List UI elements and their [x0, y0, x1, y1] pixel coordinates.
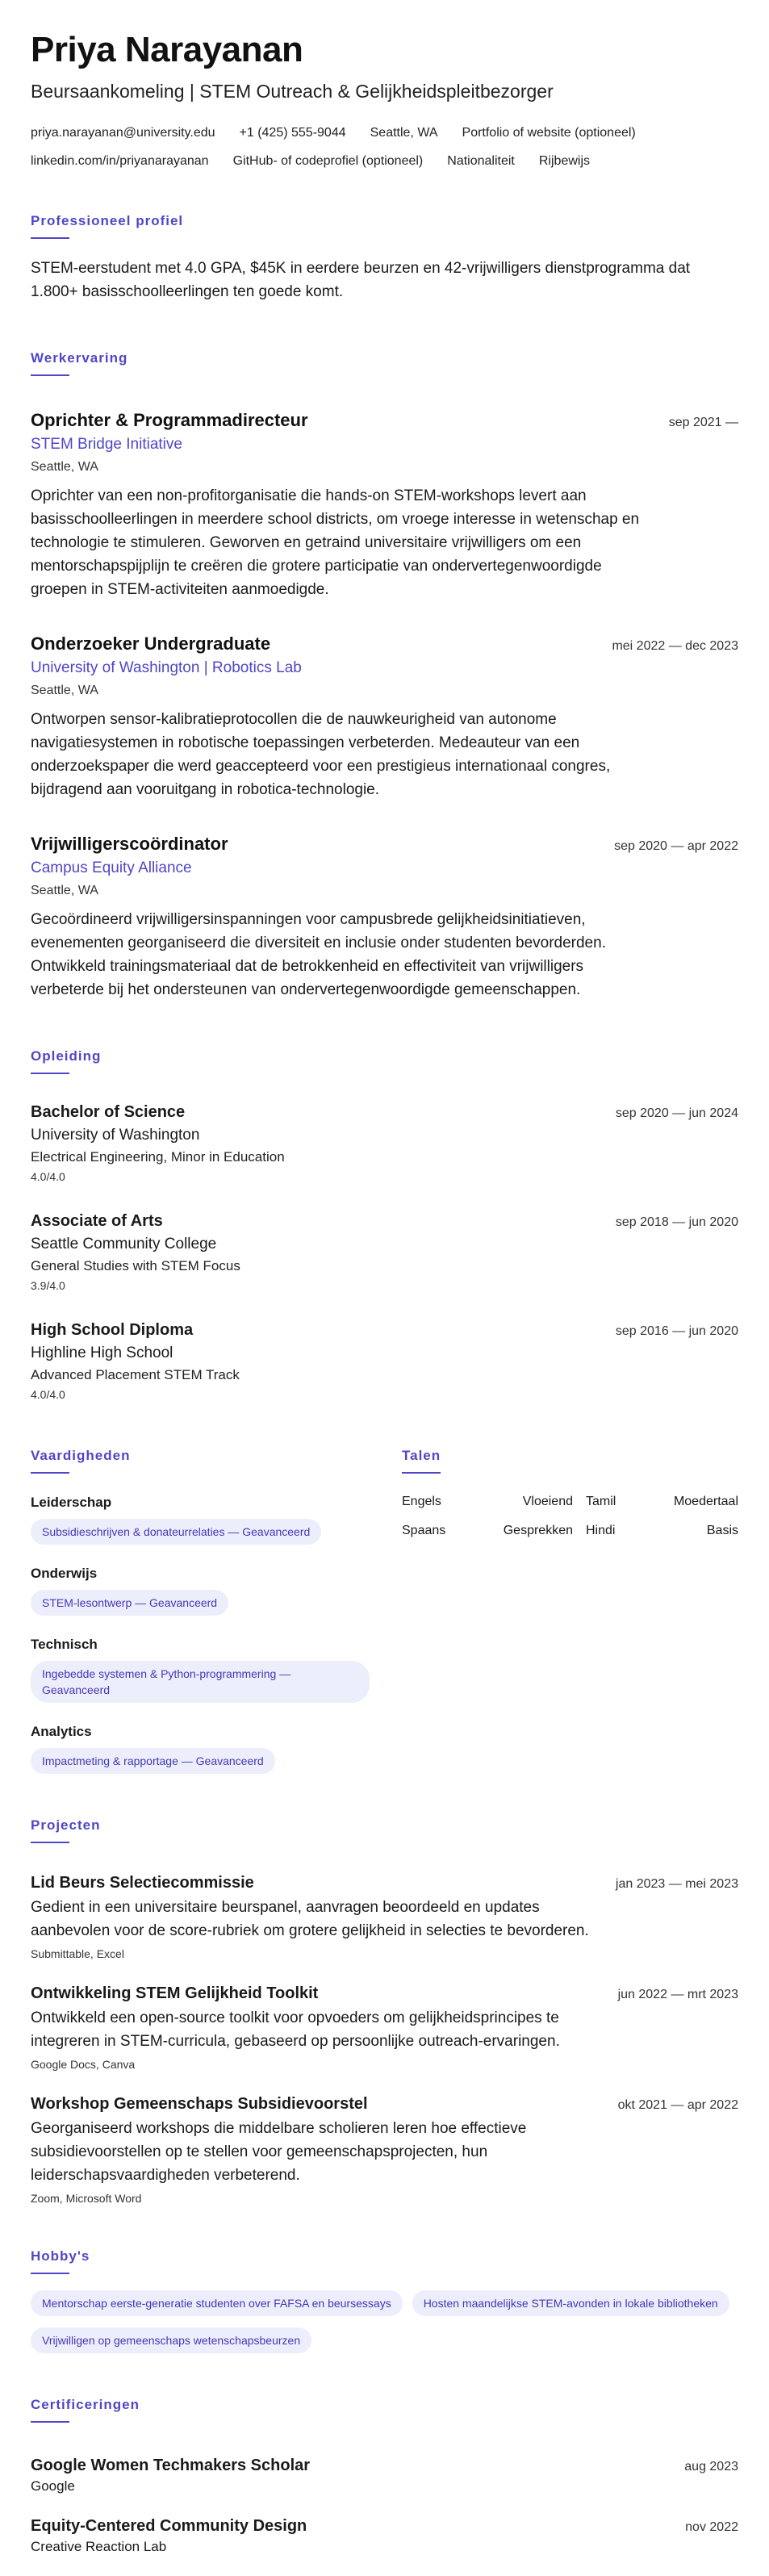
- gpa: 4.0/4.0: [31, 1170, 65, 1184]
- skill-chip: Ingebedde systemen & Python-programmering — Geavanceerd: [31, 1661, 370, 1703]
- project-title: Workshop Gemeenschaps Subsidievoorstel: [31, 2095, 368, 2114]
- language-level: Vloeiend: [522, 1495, 573, 1509]
- job-title: Vrijwilligerscoördinator: [31, 834, 228, 855]
- language-level: Basis: [706, 1524, 738, 1538]
- contact-github[interactable]: GitHub- of codeprofiel (optioneel): [232, 154, 424, 169]
- skill-chip: Subsidieschrijven & donateurrelaties — Geavanceerd: [31, 1519, 321, 1545]
- job-date: sep 2021 —: [668, 416, 738, 430]
- hobby-chip: Mentorschap eerste-generatie studenten over FAFSA en beursessays: [31, 2290, 403, 2316]
- certification-issuer: Creative Reaction Lab: [31, 2539, 167, 2555]
- job-date: sep 2020 — apr 2022: [614, 839, 738, 854]
- project-item: [31, 1984, 738, 2071]
- project-date: okt 2021 — apr 2022: [617, 2098, 738, 2113]
- certification-item: [31, 2457, 738, 2494]
- contact-license: Rijbewijs: [538, 154, 590, 169]
- degree-title: Bachelor of Science: [31, 1103, 186, 1122]
- education-item: [31, 1321, 738, 1401]
- section-title: Talen: [402, 1448, 441, 1464]
- certification-item: [31, 2517, 738, 2555]
- project-description: Ontwikkeld een open-source toolkit voor opvoeders om gelijkheidsprincipes te integreren in STEM-curricula, gebaseerd op persoonlijke outreach-ervaringen.: [31, 2009, 560, 2051]
- language-grid: [402, 1495, 738, 1538]
- contact-portfolio[interactable]: Portfolio of website (optioneel): [462, 126, 636, 140]
- language-name: Hindi: [586, 1524, 616, 1538]
- hobby-chip: Vrijwilligen op gemeenschaps wetenschapsbeurzen: [31, 2327, 311, 2353]
- education-date: sep 2020 — jun 2024: [615, 1106, 738, 1121]
- hobbies-section: [31, 2248, 738, 2353]
- project-description: Georganiseerd workshops die middelbare scholieren leren hoe effectieve subsidievoorstellen op te stellen voor gemeenschapsprojecten, hun leiderschapsvaardigheden verbeterend.: [31, 2120, 527, 2185]
- job-title: Oprichter & Programmadirecteur: [31, 410, 308, 431]
- school-name: University of Washington: [31, 1127, 200, 1144]
- contact-email[interactable]: priya.narayanan@university.edu: [31, 126, 215, 140]
- candidate-name: Priya Narayanan: [31, 30, 303, 69]
- contact-list: [31, 125, 738, 169]
- resume-header: [31, 31, 738, 169]
- gpa: 3.9/4.0: [31, 1279, 65, 1293]
- gpa: 4.0/4.0: [31, 1388, 65, 1402]
- section-divider: [31, 237, 69, 239]
- project-date: jan 2023 — mei 2023: [615, 1877, 738, 1892]
- job-location: Seattle, WA: [31, 884, 98, 898]
- language-name: Tamil: [586, 1495, 616, 1509]
- section-divider: [31, 374, 69, 376]
- languages-section: [402, 1448, 738, 1774]
- education-item: [31, 1212, 738, 1292]
- job-organization: STEM Bridge Initiative: [31, 436, 182, 454]
- experience-item: [31, 410, 738, 601]
- job-description: Ontworpen sensor-kalibratieprotocollen die de nauwkeurigheid van autonome navigatiesystemen in robotische toepassingen verbeterden. Medeauteur van een onderzoekspaper die werd geaccepteerd voor een prestigieus internationaal congres, bijdragend aan vooruitgang in robotica-technologie.: [31, 711, 611, 799]
- section-title: Opleiding: [31, 1048, 102, 1064]
- experience-section: [31, 350, 738, 1002]
- contact-nationality: Nationaliteit: [447, 154, 515, 169]
- project-title: Ontwikkeling STEM Gelijkheid Toolkit: [31, 1984, 319, 2003]
- job-title: Onderzoeker Undergraduate: [31, 634, 271, 654]
- section-divider: [31, 2421, 69, 2423]
- job-description: Oprichter van een non-profitorganisatie die hands-on STEM-workshops levert aan basisschoolleerlingen in meerdere school districts, om vroege interesse in wetenschap en technologie te stimuleren. Geworven en getraind universitaire vrijwilligers om een mentorschapspijplijn te creëren die grotere participatie van ondervertegenwoordigde groepen in STEM-activiteiten aanmoedigde.: [31, 487, 640, 599]
- contact-phone: +1 (425) 555-9044: [239, 126, 346, 140]
- skill-category: Technisch: [31, 1637, 98, 1653]
- certification-date: aug 2023: [684, 2460, 738, 2474]
- education-date: sep 2016 — jun 2020: [615, 1324, 738, 1339]
- section-divider: [31, 1073, 69, 1074]
- certification-date: nov 2022: [685, 2520, 738, 2535]
- summary-text: STEM-eerstudent met 4.0 GPA, $45K in eerdere beurzen en 42-vrijwilligers dienstprogramma dat 1.800+ basisschoolleerlingen ten goede komt.: [31, 260, 691, 301]
- study-field: Advanced Placement STEM Track: [31, 1367, 240, 1383]
- candidate-headline: Beursaankomeling | STEM Outreach & Gelijkheidspleitbezorger: [31, 81, 554, 102]
- section-divider: [31, 1472, 69, 1474]
- project-tools: Submittable, Excel: [31, 1947, 124, 1961]
- certifications-section: [31, 2397, 738, 2555]
- experience-item: [31, 634, 738, 801]
- study-field: General Studies with STEM Focus: [31, 1258, 240, 1274]
- job-organization: Campus Equity Alliance: [31, 859, 192, 877]
- school-name: Seattle Community College: [31, 1236, 217, 1253]
- language-level: Moedertaal: [673, 1495, 738, 1509]
- skill-category: Onderwijs: [31, 1566, 98, 1582]
- certification-title: Equity-Centered Community Design: [31, 2517, 307, 2536]
- degree-title: High School Diploma: [31, 1321, 194, 1340]
- job-location: Seattle, WA: [31, 460, 98, 475]
- certification-issuer: Google: [31, 2478, 75, 2494]
- project-item: [31, 2095, 738, 2205]
- project-description: Gedient in een universitaire beurspanel, aanvragen beoordeeld en updates aanbevolen voor de score-rubriek om grotere gelijkheid in selecties te bevorderen.: [31, 1899, 589, 1940]
- school-name: Highline High School: [31, 1344, 173, 1362]
- section-divider: [31, 1842, 69, 1843]
- skill-chip: Impactmeting & rapportage — Geavanceerd: [31, 1748, 275, 1774]
- hobby-list: [31, 2279, 741, 2353]
- skill-chip: STEM-lesontwerp — Geavanceerd: [31, 1590, 228, 1616]
- skills-section: [31, 1448, 402, 1774]
- hobby-chip: Hosten maandelijkse STEM-avonden in lokale bibliotheken: [412, 2290, 729, 2316]
- education-section: [31, 1048, 738, 1401]
- project-date: jun 2022 — mrt 2023: [617, 1988, 738, 2002]
- job-location: Seattle, WA: [31, 684, 98, 698]
- job-organization: University of Washington | Robotics Lab: [31, 659, 302, 677]
- education-date: sep 2018 — jun 2020: [615, 1215, 738, 1230]
- section-title: Certificeringen: [31, 2397, 140, 2413]
- section-title: Professioneel profiel: [31, 213, 184, 229]
- section-title: Hobby's: [31, 2248, 90, 2264]
- section-title: Werkervaring: [31, 350, 128, 366]
- degree-title: Associate of Arts: [31, 1212, 163, 1231]
- certification-title: Google Women Techmakers Scholar: [31, 2457, 311, 2475]
- skill-category: Analytics: [31, 1724, 92, 1740]
- experience-item: [31, 834, 738, 1002]
- language-level: Gesprekken: [503, 1524, 573, 1538]
- section-title: Vaardigheden: [31, 1448, 131, 1464]
- contact-linkedin[interactable]: linkedin.com/in/priyanarayanan: [31, 154, 209, 169]
- skills-languages-row: [31, 1448, 738, 1774]
- section-divider: [402, 1472, 441, 1474]
- summary-section: [31, 213, 738, 303]
- language-name: Engels: [402, 1495, 441, 1509]
- project-tools: Zoom, Microsoft Word: [31, 2192, 142, 2206]
- skill-category: Leiderschap: [31, 1495, 112, 1511]
- section-title: Projecten: [31, 1817, 101, 1834]
- language-name: Spaans: [402, 1524, 446, 1538]
- job-date: mei 2022 — dec 2023: [612, 639, 738, 654]
- study-field: Electrical Engineering, Minor in Education: [31, 1149, 285, 1165]
- section-divider: [31, 2273, 69, 2274]
- education-item: [31, 1103, 738, 1183]
- job-description: Gecoördineerd vrijwilligersinspanningen voor campusbrede gelijkheidsinitiatieven, evenementen georganiseerd die diversiteit en inclusie onder studenten bevorderden. Ontwikkeld trainingsmateriaal dat de betrokkenheid en effectiviteit van vrijwilligers verbeterde bij het ondersteunen van ondervertegenwoordigde gemeenschappen.: [31, 911, 606, 999]
- project-tools: Google Docs, Canva: [31, 2058, 136, 2072]
- contact-location: Seattle, WA: [370, 126, 438, 140]
- projects-section: [31, 1817, 738, 2205]
- project-item: [31, 1874, 738, 1960]
- project-title: Lid Beurs Selectiecommissie: [31, 1874, 254, 1892]
